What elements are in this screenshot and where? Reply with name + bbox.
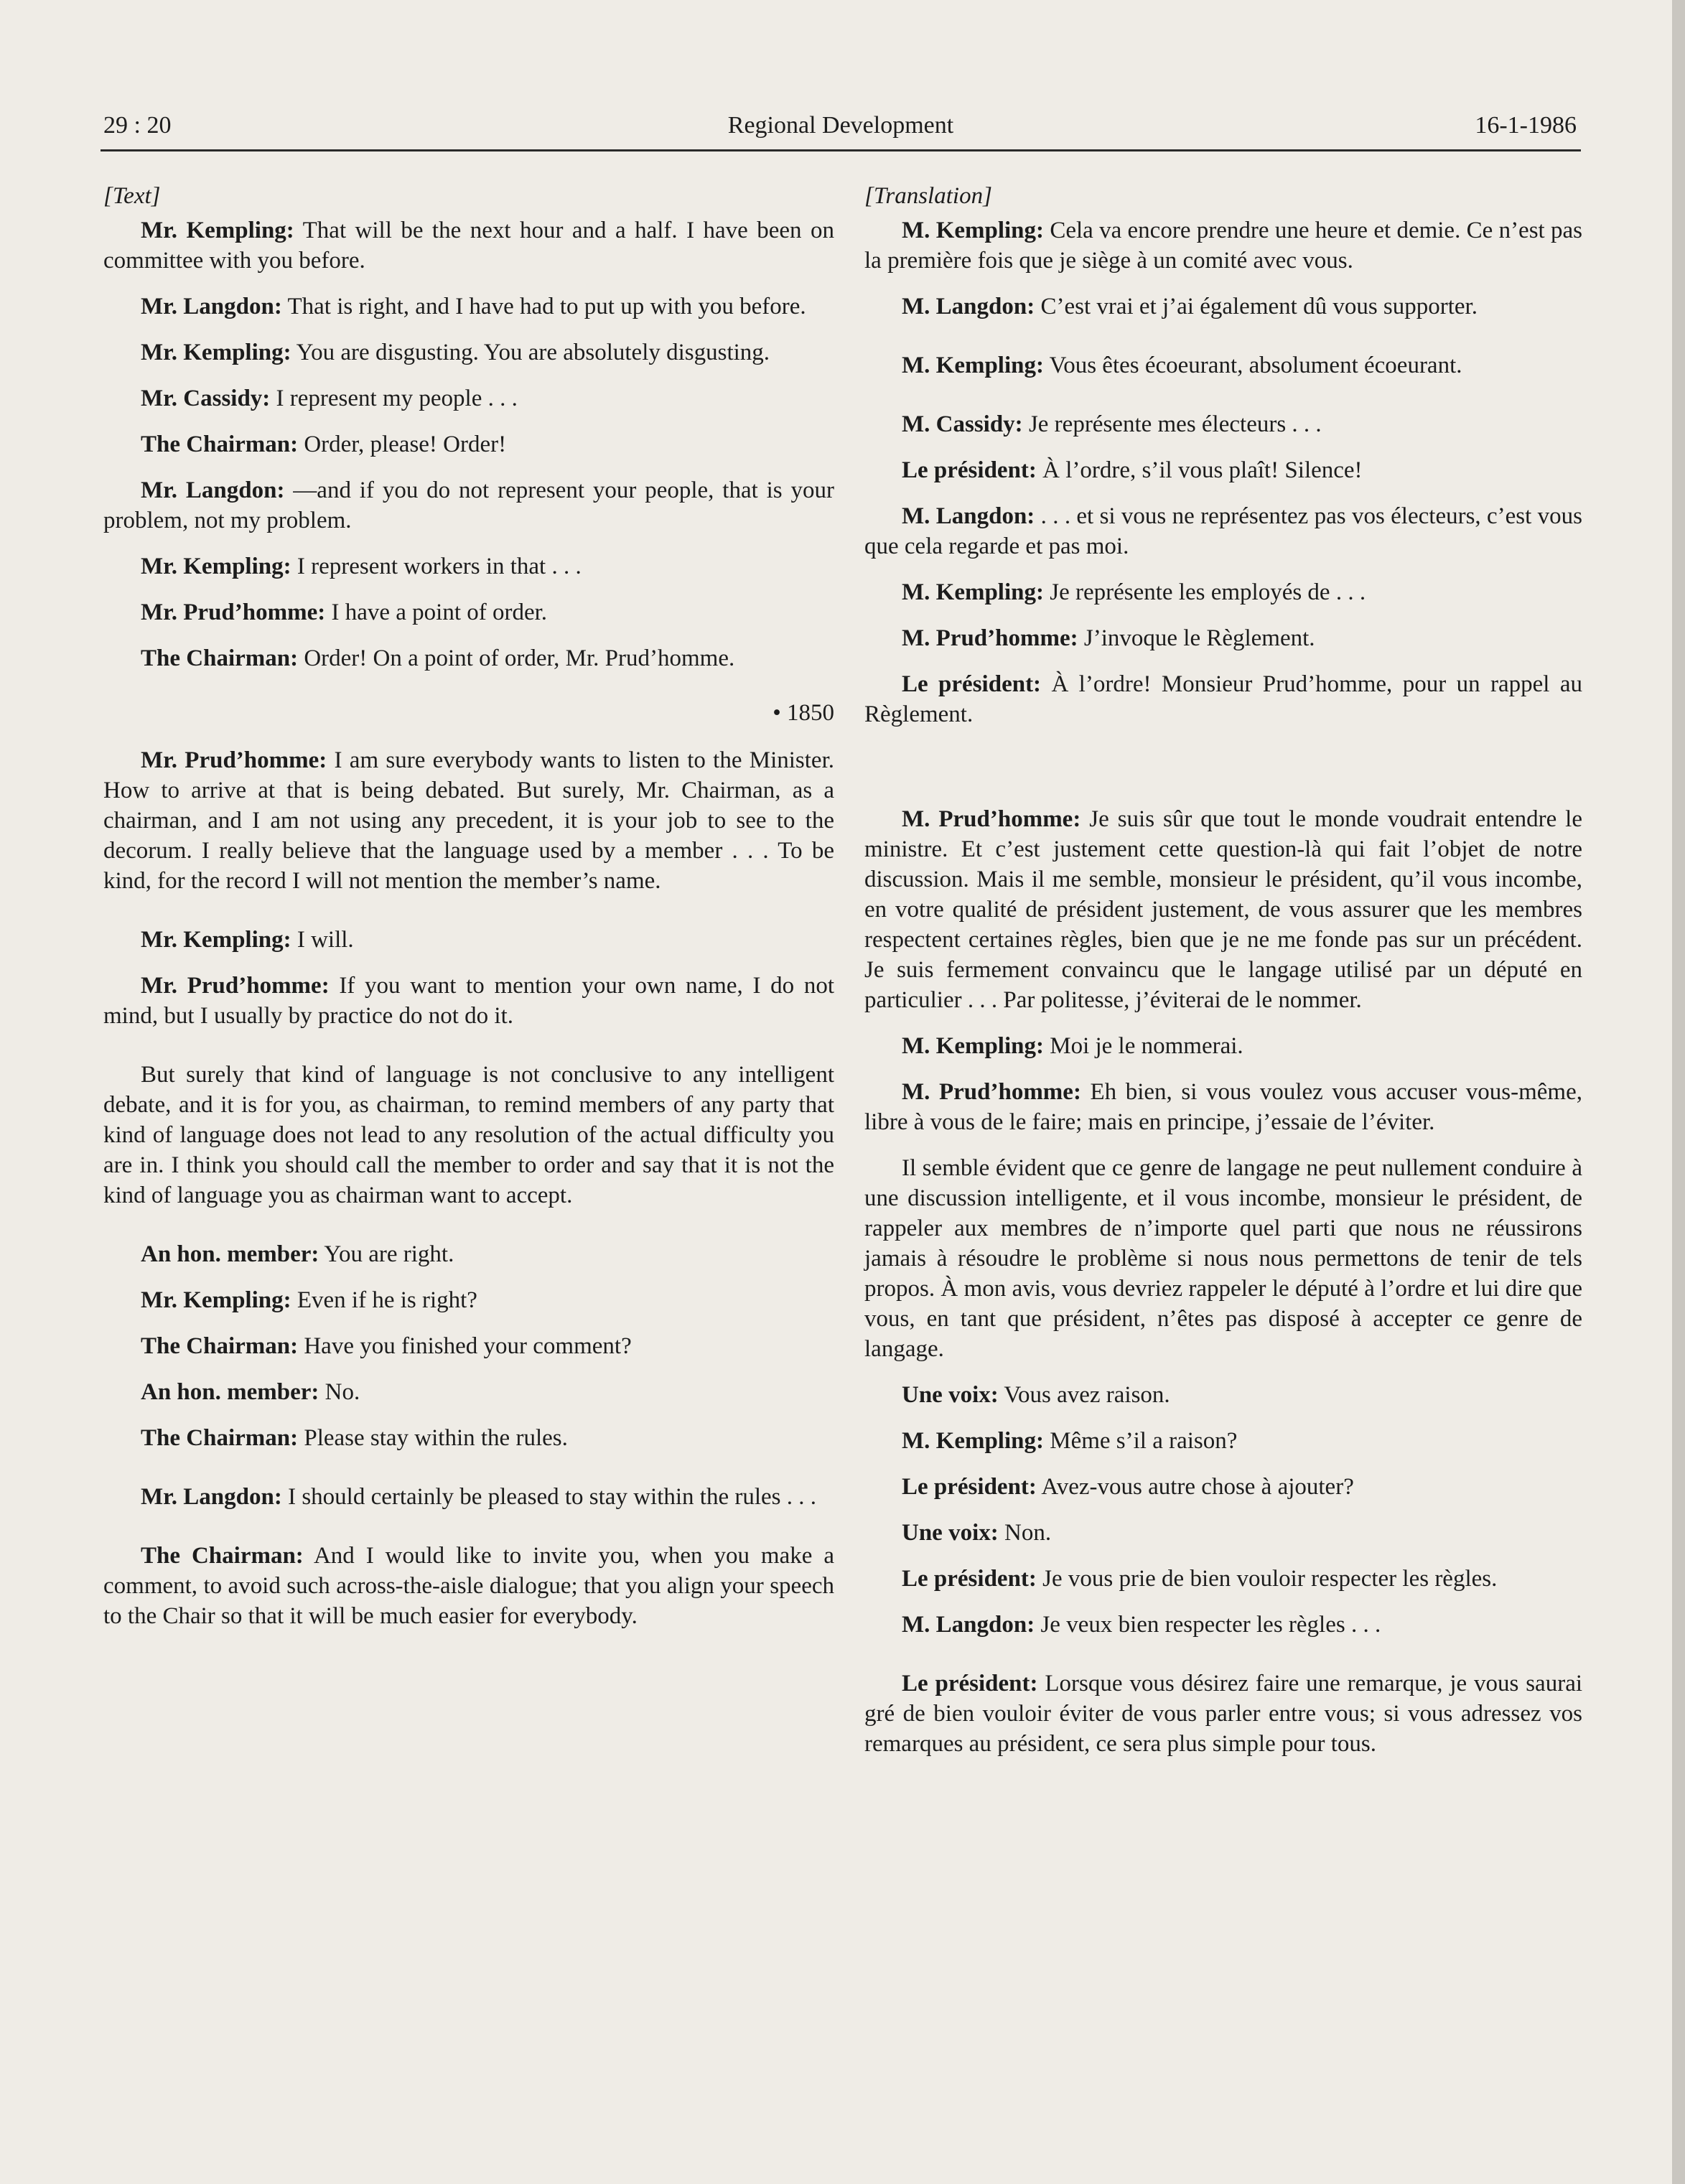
- column-label-text: [Text]: [103, 183, 161, 209]
- paragraph: Le président: Je vous prie de bien vouloir respecter les règles.: [902, 1566, 1498, 1592]
- speaker-name: An hon. member:: [141, 1241, 319, 1267]
- speaker-name: Le président:: [902, 671, 1042, 697]
- speaker-name: Mr. Langdon:: [141, 1484, 282, 1510]
- paragraph: M. Kempling: Même s’il a raison?: [902, 1428, 1238, 1454]
- speaker-name: The Chairman:: [141, 1543, 304, 1569]
- paragraph: Mr. Cassidy: I represent my people . . .: [141, 386, 518, 411]
- speaker-name: Une voix:: [902, 1520, 999, 1546]
- speaker-name: Le président:: [902, 1671, 1038, 1697]
- paragraph: But surely that kind of language is not conclusive to any intelligent debate, and it is for you, as chairman, to remind members of any party that kind of language does not lead to any resolution of the actual difficulty you are in. I think you should call the member to order and say that it is not the kind of language you as chairman want to accept.: [103, 1062, 834, 1208]
- speaker-name: M. Kempling:: [902, 1428, 1044, 1454]
- paragraph: Mr. Prud’homme: I have a point of order.: [141, 599, 548, 625]
- page-date: 16-1-1986: [1475, 112, 1577, 139]
- paragraph: Le président: À l’ordre! Monsieur Prud’homme, pour un rappel au Règlement.: [864, 671, 1582, 727]
- paragraph: M. Prud’homme: Eh bien, si vous voulez vous accuser vous-même, libre à vous de le faire; mais en principe, j’essaie de l’éviter.: [864, 1079, 1582, 1135]
- speaker-name: Mr. Langdon:: [141, 477, 285, 503]
- speaker-name: M. Kempling:: [902, 579, 1044, 605]
- paragraph: M. Langdon: C’est vrai et j’ai également dû vous supporter.: [902, 294, 1478, 319]
- english-column: [103, 181, 834, 1647]
- speaker-name: Mr. Kempling:: [141, 340, 291, 365]
- paragraph: Mr. Langdon: I should certainly be pleased to stay within the rules . . .: [141, 1484, 816, 1510]
- column-label-translation: [Translation]: [864, 183, 992, 209]
- paragraph: M. Kempling: Moi je le nommerai.: [902, 1033, 1243, 1059]
- speaker-name: Le président:: [902, 1474, 1037, 1500]
- page-edge: [1672, 0, 1685, 2184]
- speaker-name: M. Langdon:: [902, 503, 1035, 529]
- paragraph: An hon. member: No.: [141, 1379, 360, 1405]
- speaker-name: The Chairman:: [141, 431, 299, 457]
- speaker-name: M. Prud’homme:: [902, 1079, 1081, 1105]
- speaker-name: Mr. Langdon:: [141, 294, 282, 319]
- speaker-name: Une voix:: [902, 1382, 999, 1408]
- paragraph: Mr. Langdon: —and if you do not represent your people, that is your problem, not my problem.: [103, 477, 834, 533]
- time-marker: • 1850: [773, 700, 834, 726]
- paragraph: Il semble évident que ce genre de langage ne peut nullement conduire à une discussion intelligente, et il vous incombe, monsieur le président, de rappeler aux membres de n’importe quel parti que nous ne réussirons jamais à résoudre le problème si nous nous permettons de tenir de tels propos. À mon avis, vous devriez rappeler le député à l’ordre et lui dire que vous, en tant que président, n’êtes pas disposé à accepter ce genre de langage.: [864, 1155, 1582, 1362]
- speaker-name: An hon. member:: [141, 1379, 319, 1405]
- speaker-name: Le président:: [902, 457, 1037, 483]
- paragraph: Mr. Kempling: I represent workers in that . . .: [141, 554, 582, 579]
- speaker-name: The Chairman:: [141, 1425, 299, 1451]
- paragraph: M. Langdon: . . . et si vous ne représentez pas vos électeurs, c’est vous que cela regarde et pas moi.: [864, 503, 1582, 559]
- speaker-name: M. Kempling:: [902, 218, 1045, 243]
- speaker-name: Le président:: [902, 1566, 1037, 1592]
- speaker-name: Mr. Kempling:: [141, 927, 291, 953]
- paragraph: M. Prud’homme: J’invoque le Règlement.: [902, 625, 1315, 651]
- speaker-name: Mr. Cassidy:: [141, 386, 271, 411]
- speaker-name: Mr. Prud’homme:: [141, 747, 327, 773]
- paragraph: Une voix: Non.: [902, 1520, 1052, 1546]
- speaker-name: The Chairman:: [141, 645, 299, 671]
- speaker-name: M. Langdon:: [902, 1612, 1035, 1638]
- paragraph: Une voix: Vous avez raison.: [902, 1382, 1170, 1408]
- paragraph: Mr. Kempling: I will.: [141, 927, 354, 953]
- speaker-name: Mr. Prud’homme:: [141, 599, 326, 625]
- paragraph: An hon. member: You are right.: [141, 1241, 454, 1267]
- paragraph: Le président: Avez-vous autre chose à ajouter?: [902, 1474, 1354, 1500]
- speaker-name: M. Kempling:: [902, 353, 1044, 378]
- speaker-name: M. Kempling:: [902, 1033, 1044, 1059]
- paragraph: M. Kempling: Cela va encore prendre une heure et demie. Ce n’est pas la première fois que je siège à un comité avec vous.: [864, 218, 1582, 274]
- page-header: [101, 106, 1581, 151]
- speaker-name: M. Prud’homme:: [902, 806, 1081, 832]
- page-number: 29 : 20: [103, 112, 172, 139]
- paragraph: M. Langdon: Je veux bien respecter les règles . . .: [902, 1612, 1381, 1638]
- paragraph: Mr. Kempling: Even if he is right?: [141, 1287, 477, 1313]
- paragraph: M. Cassidy: Je représente mes électeurs . . .: [902, 411, 1322, 437]
- paragraph: The Chairman: Please stay within the rules.: [141, 1425, 568, 1451]
- paragraph: The Chairman: Order, please! Order!: [141, 431, 507, 457]
- speaker-name: M. Prud’homme:: [902, 625, 1078, 651]
- paragraph: Mr. Langdon: That is right, and I have had to put up with you before.: [141, 294, 806, 319]
- speaker-name: Mr. Kempling:: [141, 1287, 291, 1313]
- speaker-name: The Chairman:: [141, 1333, 299, 1359]
- paragraph: Le président: Lorsque vous désirez faire une remarque, je vous saurai gré de bien vouloir éviter de vous parler entre vous; si vous adressez vos remarques au président, ce sera plus simple pour tous.: [864, 1671, 1583, 1757]
- speaker-name: Mr. Kempling:: [141, 554, 291, 579]
- paragraph: Mr. Kempling: That will be the next hour and a half. I have been on committee with you before.: [103, 218, 834, 274]
- speaker-name: Mr. Prud’homme:: [141, 973, 330, 999]
- running-title: Regional Development: [727, 112, 954, 139]
- paragraph: The Chairman: Order! On a point of order, Mr. Prud’homme.: [141, 645, 735, 671]
- paragraph: The Chairman: Have you finished your comment?: [141, 1333, 632, 1359]
- speaker-name: Mr. Kempling:: [141, 218, 294, 243]
- paragraph: M. Kempling: Je représente les employés de . . .: [902, 579, 1366, 605]
- paragraph: M. Prud’homme: Je suis sûr que tout le monde voudrait entendre le ministre. Et c’est justement cette question-là qui fait l’objet de notre discussion. Mais il me semble, monsieur le président, qu’il vous incombe, en votre qualité de président justement, de vous assurer que les membres respectent certaines règles, bien que je ne me fonde pas sur un précédent. Je suis fermement convaincu que le langage utilisé par un député en particulier . . . Par politesse, j’éviterai de le nommer.: [864, 806, 1582, 1013]
- speaker-name: M. Langdon:: [902, 294, 1035, 319]
- speaker-name: M. Cassidy:: [902, 411, 1023, 437]
- paragraph: The Chairman: And I would like to invite you, when you make a comment, to avoid such across-the-aisle dialogue; that you align your speech to the Chair so that it will be much easier for everybody.: [103, 1543, 834, 1629]
- french-column: [864, 181, 1582, 1775]
- paragraph: M. Kempling: Vous êtes écoeurant, absolument écoeurant.: [902, 353, 1462, 378]
- paragraph: Mr. Kempling: You are disgusting. You are absolutely disgusting.: [141, 340, 770, 365]
- paragraph: Mr. Prud’homme: If you want to mention your own name, I do not mind, but I usually by practice do not do it.: [103, 973, 835, 1029]
- paragraph: Mr. Prud’homme: I am sure everybody wants to listen to the Minister. How to arrive at that is being debated. But surely, Mr. Chairman, as a chairman, and I am not using any precedent, it is your job to see to the decorum. I really believe that the language used by a member . . . To be kind, for the record I will not mention the member’s name.: [103, 747, 834, 894]
- paragraph: Le président: À l’ordre, s’il vous plaît! Silence!: [902, 457, 1363, 483]
